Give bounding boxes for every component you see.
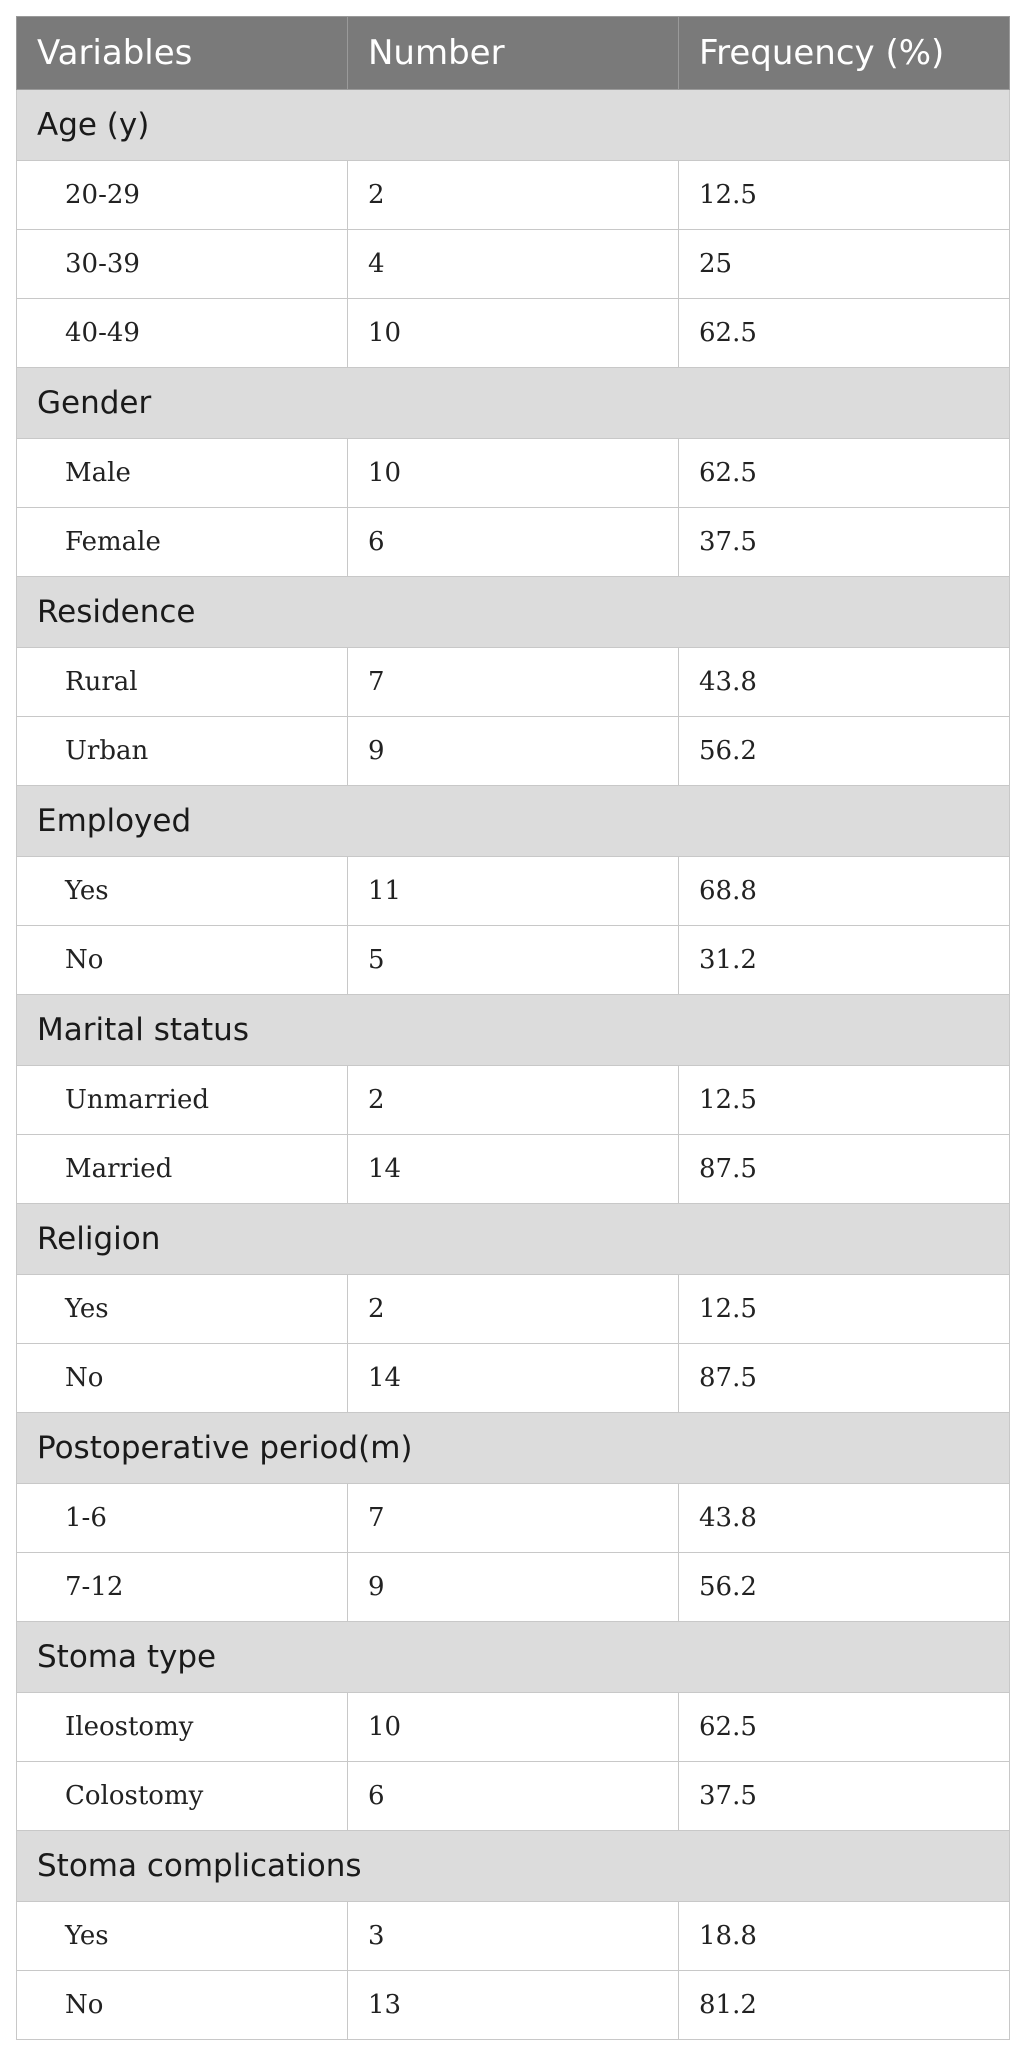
group-row — [17, 90, 1010, 161]
variable-cell: Yes — [17, 1902, 348, 1971]
group-row — [17, 1413, 1010, 1484]
variable-cell: 7-12 — [17, 1553, 348, 1622]
frequency-cell: 68.8 — [679, 857, 1010, 926]
table-row — [17, 857, 1010, 926]
table-row — [17, 1135, 1010, 1204]
table-row — [17, 508, 1010, 577]
number-cell: 14 — [348, 1344, 679, 1413]
frequency-cell: 12.5 — [679, 1066, 1010, 1135]
table-row — [17, 1693, 1010, 1762]
variable-cell: 20-29 — [17, 161, 348, 230]
variable-cell: Yes — [17, 857, 348, 926]
variable-cell: Rural — [17, 648, 348, 717]
variable-cell: Male — [17, 439, 348, 508]
table-row — [17, 1066, 1010, 1135]
frequency-cell: 62.5 — [679, 439, 1010, 508]
number-cell: 9 — [348, 1553, 679, 1622]
group-row — [17, 1622, 1010, 1693]
variable-cell: No — [17, 926, 348, 995]
variable-cell: Colostomy — [17, 1762, 348, 1831]
frequency-cell: 18.8 — [679, 1902, 1010, 1971]
group-title: Religion — [17, 1204, 1010, 1275]
variable-cell: No — [17, 1971, 348, 2040]
variable-cell: 40-49 — [17, 299, 348, 368]
frequency-cell: 87.5 — [679, 1135, 1010, 1204]
variable-cell: Married — [17, 1135, 348, 1204]
group-row — [17, 1204, 1010, 1275]
table-row — [17, 161, 1010, 230]
header-number: Number — [348, 17, 679, 90]
frequency-cell: 37.5 — [679, 508, 1010, 577]
demographics-table-container — [16, 16, 1009, 2040]
frequency-cell: 62.5 — [679, 299, 1010, 368]
header-frequency: Frequency (%) — [679, 17, 1010, 90]
group-title: Stoma type — [17, 1622, 1010, 1693]
number-cell: 2 — [348, 161, 679, 230]
number-cell: 6 — [348, 508, 679, 577]
group-row — [17, 786, 1010, 857]
number-cell: 14 — [348, 1135, 679, 1204]
frequency-cell: 12.5 — [679, 1275, 1010, 1344]
frequency-cell: 62.5 — [679, 1693, 1010, 1762]
frequency-cell: 12.5 — [679, 161, 1010, 230]
frequency-cell: 37.5 — [679, 1762, 1010, 1831]
number-cell: 10 — [348, 299, 679, 368]
demographics-table — [16, 16, 1010, 2040]
variable-cell: No — [17, 1344, 348, 1413]
table-row — [17, 717, 1010, 786]
number-cell: 2 — [348, 1066, 679, 1135]
variable-cell: Urban — [17, 717, 348, 786]
group-title: Stoma complications — [17, 1831, 1010, 1902]
number-cell: 10 — [348, 439, 679, 508]
number-cell: 10 — [348, 1693, 679, 1762]
number-cell: 2 — [348, 1275, 679, 1344]
table-row — [17, 1971, 1010, 2040]
frequency-cell: 43.8 — [679, 1484, 1010, 1553]
frequency-cell: 56.2 — [679, 717, 1010, 786]
table-row — [17, 648, 1010, 717]
group-row — [17, 368, 1010, 439]
number-cell: 9 — [348, 717, 679, 786]
table-body — [17, 90, 1010, 2040]
group-title: Residence — [17, 577, 1010, 648]
variable-cell: 1-6 — [17, 1484, 348, 1553]
group-title: Postoperative period(m) — [17, 1413, 1010, 1484]
group-title: Marital status — [17, 995, 1010, 1066]
table-header — [17, 17, 1010, 90]
table-row — [17, 439, 1010, 508]
number-cell: 5 — [348, 926, 679, 995]
table-row — [17, 1902, 1010, 1971]
frequency-cell: 31.2 — [679, 926, 1010, 995]
group-row — [17, 995, 1010, 1066]
table-row — [17, 1484, 1010, 1553]
group-title: Age (y) — [17, 90, 1010, 161]
group-title: Gender — [17, 368, 1010, 439]
number-cell: 11 — [348, 857, 679, 926]
table-row — [17, 299, 1010, 368]
table-row — [17, 1344, 1010, 1413]
table-row — [17, 1553, 1010, 1622]
number-cell: 13 — [348, 1971, 679, 2040]
number-cell: 4 — [348, 230, 679, 299]
header-variables: Variables — [17, 17, 348, 90]
table-row — [17, 230, 1010, 299]
number-cell: 6 — [348, 1762, 679, 1831]
number-cell: 3 — [348, 1902, 679, 1971]
group-title: Employed — [17, 786, 1010, 857]
number-cell: 7 — [348, 648, 679, 717]
variable-cell: Ileostomy — [17, 1693, 348, 1762]
table-row — [17, 1275, 1010, 1344]
group-row — [17, 1831, 1010, 1902]
frequency-cell: 81.2 — [679, 1971, 1010, 2040]
frequency-cell: 43.8 — [679, 648, 1010, 717]
variable-cell: Unmarried — [17, 1066, 348, 1135]
frequency-cell: 87.5 — [679, 1344, 1010, 1413]
group-row — [17, 577, 1010, 648]
table-row — [17, 1762, 1010, 1831]
variable-cell: 30-39 — [17, 230, 348, 299]
frequency-cell: 25 — [679, 230, 1010, 299]
frequency-cell: 56.2 — [679, 1553, 1010, 1622]
variable-cell: Female — [17, 508, 348, 577]
header-row — [17, 17, 1010, 90]
variable-cell: Yes — [17, 1275, 348, 1344]
number-cell: 7 — [348, 1484, 679, 1553]
table-row — [17, 926, 1010, 995]
